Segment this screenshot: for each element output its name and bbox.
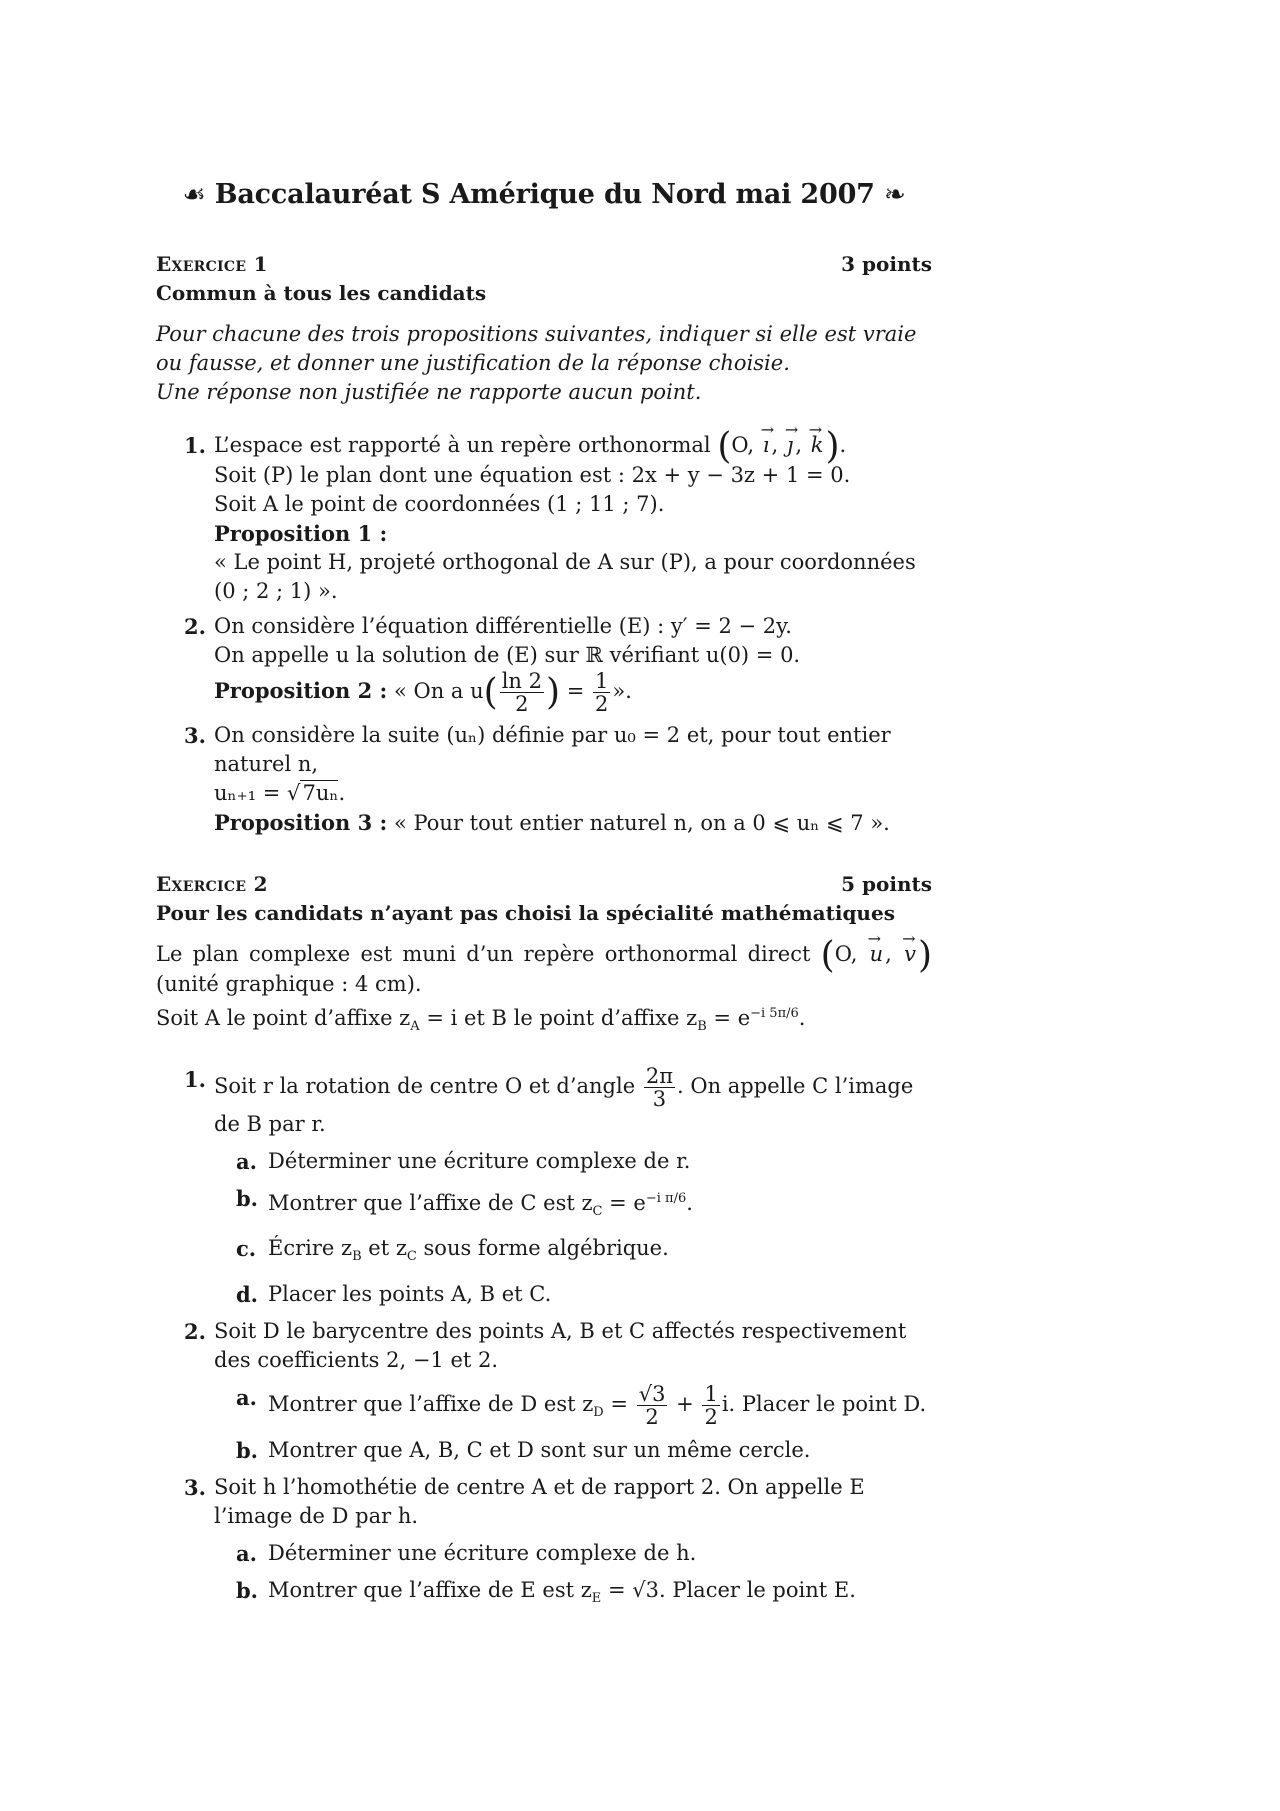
ex2-q1-d [156,1280,932,1309]
origin: O, [731,433,755,457]
numerator: 1 [704,1381,718,1406]
text: Soit A le point d’affixe z [156,1006,411,1030]
proposition-2-label: Proposition 2 : [214,678,388,703]
vector-v: → v [902,940,918,969]
ex1-question-3 [156,721,932,838]
denominator: 2 [595,692,609,716]
text: et z [361,1236,407,1261]
letter: b. [236,1577,258,1603]
proposition-2-end: ». [612,679,632,703]
q1-line-2: Soit (P) le plan dont une équation est : 2x + y − 3z + 1 = 0. [214,463,851,487]
text: Soit r la rotation de centre O et d’angle [214,1074,636,1099]
superscript: −i 5π/6 [750,1006,799,1021]
fraction-angle [644,1065,675,1110]
spacer [156,844,932,870]
letter: b. [236,1437,258,1463]
exercise-1-points: 3 points [841,252,932,276]
text: = e [706,1006,751,1030]
text: Montrer que l’affixe de D est z [268,1391,594,1416]
question-number: 2. [184,1318,206,1344]
text: = e [602,1191,646,1216]
ornament-left-icon: ☙ [182,180,206,210]
subscript: E [591,1590,602,1606]
ex2-q1-a [156,1147,932,1176]
text: Montrer que l’affixe de C est z [268,1191,593,1216]
exercise-2-audience: Pour les candidats n’ayant pas choisi la spécialité mathématiques [156,901,895,925]
paren-open: ( [820,935,835,976]
q1-text: L’espace est rapporté à un repère orthonormal [214,433,711,457]
proposition-3-label: Proposition 3 : [214,810,388,835]
recurrence-lhs: uₙ₊₁ = √ [214,781,301,805]
vector-k: → k [809,431,826,460]
ex2-q1-b [156,1184,932,1226]
vector-j: → ȷ [785,431,796,460]
q3-statement: Soit h l’homothétie de centre A et de rapport 2. On appelle E l’image de D par h. [214,1474,865,1528]
intro-unit: (unité graphique : 4 cm). [156,972,422,996]
text: . [686,1191,693,1216]
exam-page [156,180,932,1621]
ex1-question-2 [156,612,932,715]
denominator: 3 [652,1087,667,1112]
letter: a. [236,1540,257,1566]
subscript: C [592,1204,603,1220]
q1-line-3: Soit A le point de coordonnées (1 ; 11 ; 7). [214,492,665,516]
paren-close: ) [545,672,561,713]
question-number: 1. [184,1067,206,1093]
ex2-question-1 [156,1065,932,1139]
intro-line-2 [156,999,932,1041]
fraction-one-half [702,1383,719,1428]
exercise-2-label: Exercice 2 [156,872,268,896]
paren-close: ) [917,935,933,976]
question-number: 3. [184,723,206,748]
proposition-3-text: « Pour tout entier naturel n, on a 0 ⩽ uₙ ⩽ 7 ». [393,811,890,835]
exercise-1-instructions [156,320,932,407]
letter: b. [236,1186,258,1212]
subscript: B [352,1249,362,1265]
vector-u: → u [868,940,886,969]
title-text: Baccalauréat S Amérique du Nord mai 2007 [214,179,875,210]
text: Montrer que l’affixe de E est z [268,1577,592,1602]
text: = √3. Placer le point E. [601,1577,856,1602]
ex2-q2-a [156,1383,932,1428]
q2-line-1: On considère l’équation différentielle (E) : y′ = 2 − 2y. [214,614,792,638]
q1-line-1: L’espace est rapporté à un repère orthonormal (O, → ı, → ȷ, → k). [214,431,932,461]
q2-statement: Soit D le barycentre des points A, B et C affectés respectivement des coefficients 2, −1 et 2. [214,1318,907,1372]
instructions-line-1: Pour chacune des trois propositions suivantes, indiquer si elle est vraie ou fausse, et donner une justification de la réponse choisie. [156,322,917,375]
superscript: −i π/6 [645,1191,687,1207]
fraction-one-half [593,670,610,715]
proposition-2 [214,670,932,715]
intro-line-1: Le plan complexe est muni d’un repère orthonormal direct (O, → u, → v) (unité graphique : 4 cm). [156,940,932,999]
ex2-q1-c [156,1234,932,1271]
plus: + [676,1391,694,1416]
exercise-1-label: Exercice 1 [156,252,268,276]
subscript: A [410,1019,420,1035]
numerator: ln 2 [501,669,542,693]
sqrt-radicand: 7uₙ [302,781,339,805]
period: . [338,781,346,805]
text: Déterminer une écriture complexe de h. [268,1540,697,1565]
numerator: 1 [595,669,609,693]
origin: O, [834,942,858,966]
vector-i: → ı [761,431,772,460]
proposition-2-start: « On a u [393,679,484,703]
subscript: C [406,1249,417,1265]
denominator: 2 [704,1404,718,1429]
q3-line-2 [214,779,932,808]
ex2-q2-b [156,1436,932,1465]
paren-open: ( [717,426,732,467]
exercise-2-intro [156,935,933,1041]
question-number: 2. [184,614,206,639]
text: Placer les points A, B et C. [268,1281,552,1306]
fraction-sqrt3-over-2 [637,1383,668,1428]
subscript: D [593,1404,604,1420]
exercise-2-points: 5 points [841,872,932,896]
denominator: 2 [515,692,529,716]
proposition-1-text: « Le point H, projeté orthogonal de A sur (P), a pour coordonnées (0 ; 2 ; 1) ». [214,550,916,603]
numerator: √3 [638,1381,666,1406]
paren-open: ( [483,672,498,713]
ex2-question-3 [156,1473,932,1531]
exercise-1-audience: Commun à tous les candidats [156,281,487,305]
question-number: 1. [184,433,206,458]
text: = i et B le point d’affixe z [419,1006,698,1030]
text: Écrire z [268,1236,353,1261]
text: Montrer que A, B, C et D sont sur un même cercle. [268,1437,811,1462]
proposition-3 [214,808,932,838]
ex1-question-1 [156,426,932,606]
page-title [156,180,932,210]
ex2-q3-a [156,1539,932,1568]
denominator: 2 [645,1404,659,1429]
q2-line-2: On appelle u la solution de (E) sur ℝ vérifiant u(0) = 0. [214,643,801,667]
letter: d. [236,1281,258,1307]
q3-line-1: On considère la suite (uₙ) définie par u₀ = 2 et, pour tout entier naturel n, [214,723,891,776]
subscript: B [697,1019,707,1035]
ex2-question-2 [156,1317,932,1375]
text: Déterminer une écriture complexe de r. [268,1149,691,1174]
letter: a. [236,1384,257,1410]
text: . [798,1006,806,1030]
text: sous forme algébrique. [416,1236,669,1261]
fraction-ln2-over-2 [500,670,544,715]
question-number: 3. [184,1474,206,1500]
paren-close: ) [825,426,840,467]
ex2-q3-b [156,1576,932,1613]
letter: c. [236,1236,257,1262]
ornament-right-icon: ❧ [883,180,906,210]
text: = [603,1391,629,1416]
letter: a. [236,1149,257,1175]
exercise-2-header [156,870,932,899]
exercise-1-header [156,250,932,279]
equals: = [566,679,585,703]
numerator: 2π [645,1064,674,1089]
q1-statement [214,1065,932,1139]
intro-text: Le plan complexe est muni d’un repère orthonormal direct [156,942,811,966]
text: i. Placer le point D. [721,1391,927,1416]
proposition-1-label: Proposition 1 : [214,521,388,546]
text: . On appelle C l’image de B par r. [214,1074,914,1137]
instructions-line-2: Une réponse non justifiée ne rapporte aucun point. [156,380,702,404]
